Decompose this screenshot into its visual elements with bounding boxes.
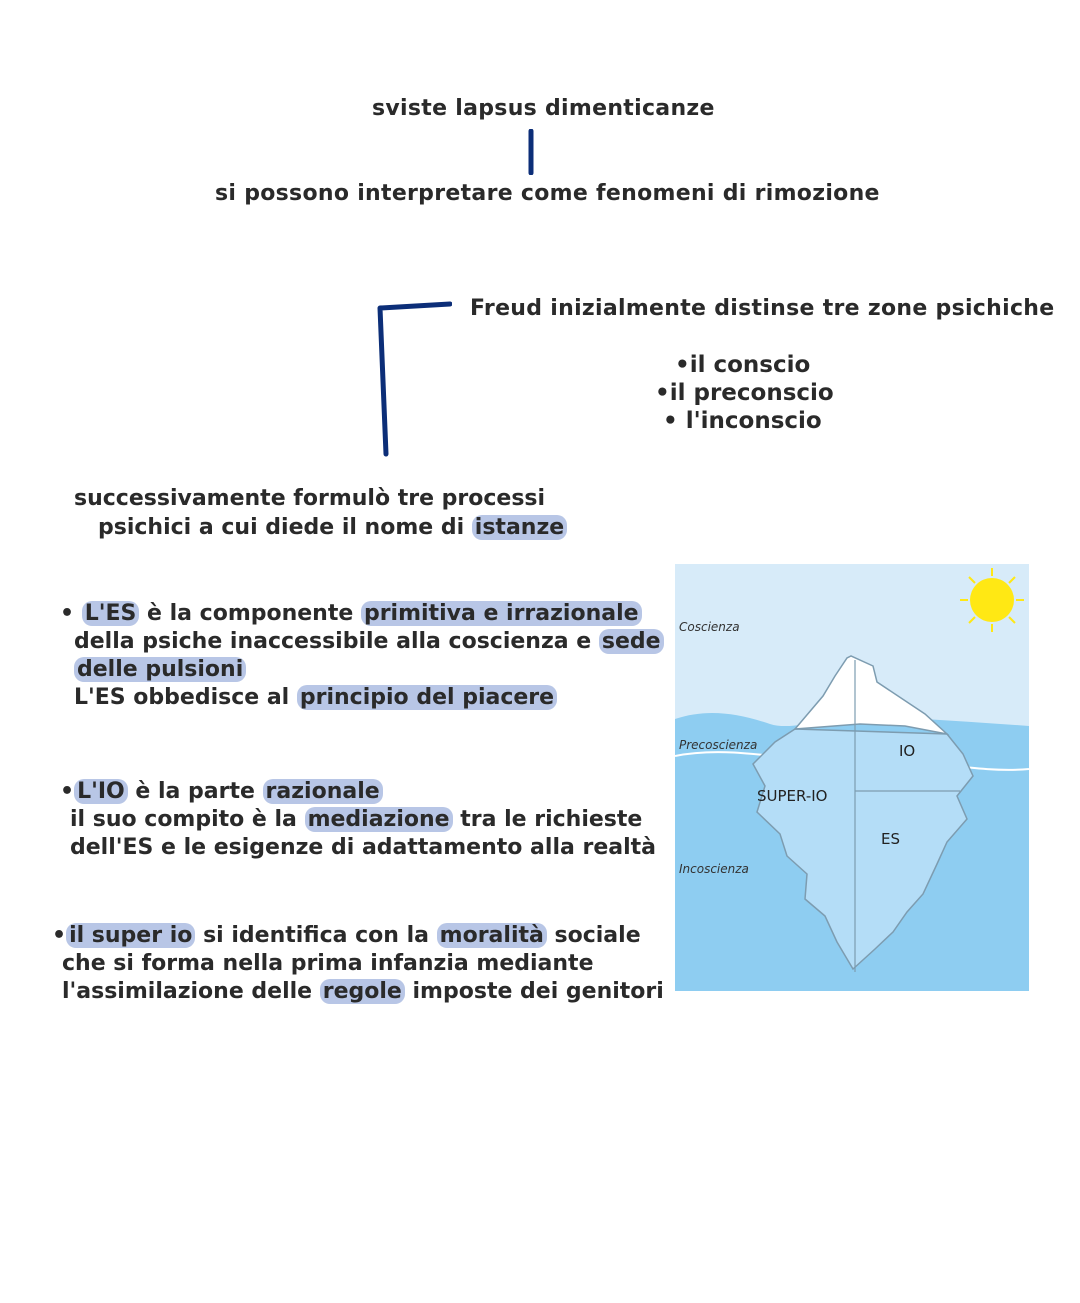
- zones-list: [655, 351, 834, 435]
- es-paragraph: [60, 600, 664, 712]
- highlight-primitiva: primitiva e irrazionale: [361, 601, 642, 626]
- es-line1-text: è la componente: [139, 601, 361, 626]
- highlight-moralita: moralità: [437, 923, 547, 948]
- highlight-es: L'ES: [82, 601, 140, 626]
- connector-line: [526, 129, 536, 175]
- superio-line3: [52, 978, 664, 1006]
- instances-line2-text: psichici a cui diede il nome di: [98, 515, 472, 540]
- instances-line1: successivamente formulò tre processi: [74, 486, 546, 511]
- label-coscienza: Coscienza: [679, 620, 740, 634]
- highlight-superio: il super io: [66, 923, 195, 948]
- superio-line1-text: si identifica con la: [195, 923, 437, 948]
- highlight-io: L'IO: [74, 779, 128, 804]
- es-line2: [60, 628, 664, 656]
- bullet: •: [52, 923, 67, 948]
- repression-note: si possono interpretare come fenomeni di rimozione: [215, 181, 880, 206]
- es-line2-text: della psiche inaccessibile alla coscienza e: [74, 629, 599, 654]
- es-line1: [60, 600, 664, 628]
- bullet: •: [60, 601, 82, 626]
- iceberg-diagram: [675, 564, 1029, 991]
- superio-line3-post: imposte dei genitori: [404, 979, 664, 1004]
- es-line4-text: L'ES obbedisce al: [74, 685, 297, 710]
- superio-line2: che si forma nella prima infanzia mediante: [62, 951, 594, 976]
- label-io: IO: [899, 742, 916, 760]
- zone-inconscio: • l'inconscio: [663, 408, 822, 434]
- highlight-razionale: razionale: [263, 779, 383, 804]
- label-es: ES: [881, 830, 900, 848]
- freud-zones-intro: Freud inizialmente distinse tre zone psichiche: [470, 296, 1055, 321]
- highlight-istanze: istanze: [472, 515, 567, 540]
- mistakes-title: sviste lapsus dimenticanze: [372, 96, 715, 121]
- label-precoscienza: Precoscienza: [679, 738, 758, 752]
- io-line1: [60, 778, 656, 806]
- io-line2-text: il suo compito è la: [70, 807, 305, 832]
- superio-line1: [52, 922, 664, 950]
- es-line4: [60, 684, 664, 712]
- zone-conscio: •il conscio: [675, 352, 811, 378]
- highlight-mediazione: mediazione: [305, 807, 453, 832]
- superio-paragraph: [52, 922, 664, 1006]
- highlight-piacere: principio del piacere: [297, 685, 557, 710]
- label-super-io: SUPER-IO: [757, 787, 828, 805]
- bullet: •: [60, 779, 75, 804]
- zone-preconscio: •il preconscio: [655, 380, 834, 406]
- io-line1-text: è la parte: [127, 779, 263, 804]
- instances-intro: [74, 484, 567, 542]
- superio-line1-post: sociale: [546, 923, 641, 948]
- bracket-line: [372, 298, 452, 460]
- highlight-regole: regole: [320, 979, 405, 1004]
- io-line3: dell'ES e le esigenze di adattamento alla realtà: [70, 835, 657, 860]
- label-incoscienza: Incoscienza: [679, 862, 749, 876]
- superio-line3-text: l'assimilazione delle: [62, 979, 320, 1004]
- io-paragraph: [60, 778, 656, 862]
- io-line2-post: tra le richieste: [452, 807, 643, 832]
- instances-line2: [74, 513, 567, 542]
- highlight-sede: sede: [599, 629, 664, 654]
- es-line3: [60, 656, 664, 684]
- highlight-pulsioni: delle pulsioni: [74, 657, 246, 682]
- io-line2: [60, 806, 656, 834]
